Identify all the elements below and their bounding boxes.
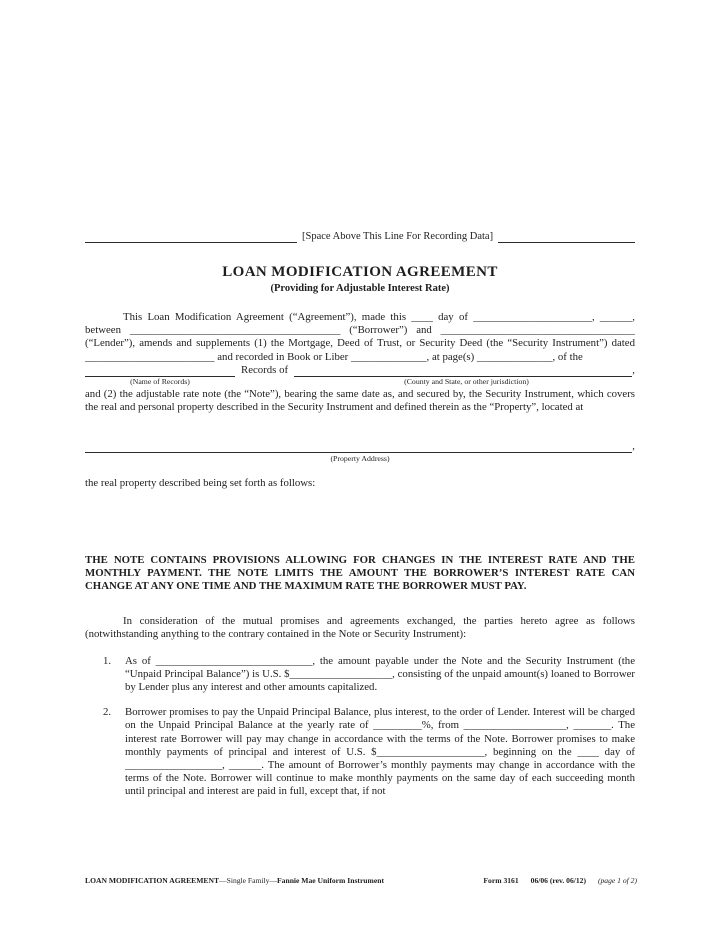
- property-line-comma: ,: [632, 440, 635, 453]
- jurisdiction-caption: (County and State, or other jurisdiction): [404, 377, 529, 387]
- page-footer: [85, 876, 637, 886]
- footer-family-type: Single Family: [226, 876, 270, 885]
- records-captions-row: [85, 377, 635, 387]
- records-line-comma: ,: [632, 363, 635, 376]
- recording-rule-left: [85, 231, 297, 243]
- property-address-caption: (Property Address): [330, 454, 390, 464]
- clause-1-number: 1.: [103, 654, 112, 667]
- consideration-paragraph: In consideration of the mutual promises and agreements exchanged, the parties hereto agree as follows (notwithstanding anything to the contrary contained in the Note or Security Instrument):: [85, 615, 635, 641]
- footer-page-number: (page 1 of 2): [597, 876, 637, 885]
- recording-data-line: [85, 230, 635, 243]
- records-of-label: Records of: [241, 363, 289, 376]
- footer-document-id: [85, 876, 384, 886]
- recording-rule-right: [498, 231, 635, 243]
- footer-title: LOAN MODIFICATION AGREEMENT: [85, 876, 220, 885]
- intro-paragraph: This Loan Modification Agreement (“Agreement”), made this ____ day of ______________________, ______, between _______________________________________ (“Borrower”) and ____________________________________ (“Lender”), amends and supplements (1) the Mortgage, Deed of Trust, or Security Deed (the “Security Instrument”) dated ________________________ and recorded in Book or Liber ______________, at page(s) ______________, of the: [85, 311, 635, 363]
- clause-1: [85, 655, 635, 695]
- notice-paragraph: THE NOTE CONTAINS PROVISIONS ALLOWING FOR CHANGES IN THE INTEREST RATE AND THE MONTHLY PAYMENT. THE NOTE LIMITS THE AMOUNT THE BORROWER’S INTEREST RATE CAN CHANGE AT ANY ONE TIME AND THE MAXIMUM RATE THE BORROWER MUST PAY.: [85, 553, 635, 593]
- note-paragraph: and (2) the adjustable rate note (the “Note”), bearing the same date as, and secured by, the Security Instrument, which covers the real and personal property described in the Security Instrument and defined therein as the “Property”, located at: [85, 388, 635, 414]
- clause-2-number: 2.: [103, 706, 112, 719]
- footer-form-info: [483, 876, 637, 886]
- recording-data-label: [Space Above This Line For Recording Data]: [302, 231, 494, 242]
- document-subtitle: (Providing for Adjustable Interest Rate): [270, 283, 450, 294]
- name-of-records-blank: [85, 365, 235, 377]
- records-of-line: [85, 364, 635, 377]
- jurisdiction-blank: [294, 365, 632, 377]
- property-address-line: [85, 440, 635, 453]
- clause-2-text: Borrower promises to pay the Unpaid Principal Balance, plus interest, to the order of Lender. Interest will be charged on the Unpaid Principal Balance at the yearly rate of _________%, from ___________________, _______. The interest rate Borrower will pay may change in accordance with the terms of the Note. Borrower promises to make monthly payments of principal and interest of U.S. $____________________, beginning on the ____ day of __________________, ______. The amount of Borrower’s monthly payments may change in accordance with the terms of the Note. Borrower will continue to make monthly payments on the same day of each succeeding month until principal and interest are paid in full, except that, if not: [125, 706, 635, 798]
- footer-instrument: Fannie Mae Uniform Instrument: [277, 876, 384, 885]
- footer-form-number: Form 3161: [483, 876, 519, 885]
- footer-dash-1: —: [219, 876, 227, 885]
- footer-dash-2: —: [269, 876, 278, 885]
- clause-2: [85, 706, 635, 798]
- name-of-records-caption: (Name of Records): [130, 377, 190, 387]
- document-title: LOAN MODIFICATION AGREEMENT: [222, 264, 498, 280]
- property-address-blank: [85, 441, 632, 453]
- real-property-paragraph: the real property described being set forth as follows:: [85, 477, 316, 490]
- clause-1-text: As of _____________________________, the amount payable under the Note and the Security Instrument (the “Unpaid Principal Balance”) is U.S. $___________________, consisting of the unpaid amount(s) loaned to Borrower by Lender plus any interest and other amounts capitalized.: [125, 654, 635, 694]
- footer-revision: 06/06 (rev. 06/12): [530, 876, 586, 885]
